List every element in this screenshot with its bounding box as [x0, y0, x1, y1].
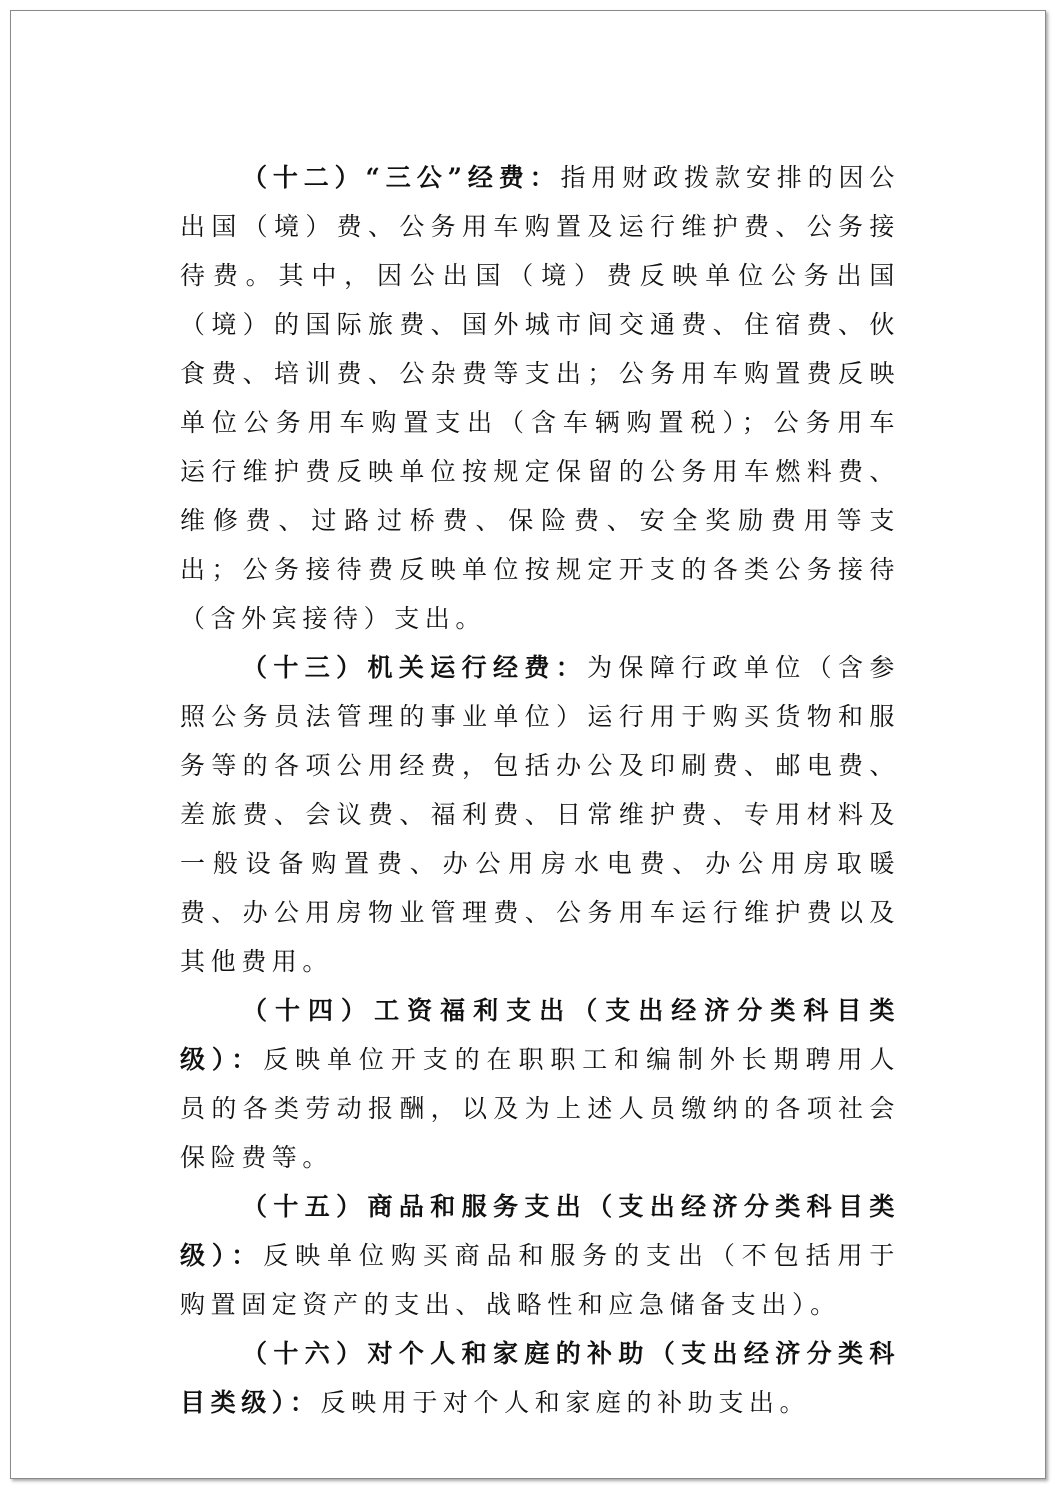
paragraph-text: 反映用于对个人和家庭的补助支出。	[320, 1388, 811, 1417]
paragraph-heading: （十四）工资福利支出（支出经济分类科目类级）：	[180, 996, 900, 1074]
paragraph-text: 为保障行政单位（含参照公务员法管理的事业单位）运行用于购买货物和服务等的各项公用经费，包括办公及印刷费、邮电费、差旅费、会议费、福利费、日常维护费、专用材料及一般设备购置费、办公用房水电费、办公用房取暖费、办公用房物业管理费、公务用车运行维护费以及其他费用。	[180, 653, 900, 976]
paragraph-heading: （十二）“三公”经费：	[242, 163, 561, 192]
paragraph-12	[180, 153, 900, 643]
paragraph-13	[180, 643, 900, 986]
paragraph-text: 反映单位购买商品和服务的支出（不包括用于购置固定资产的支出、战略性和应急储备支出）。	[180, 1241, 900, 1319]
paragraph-heading: （十三）机关运行经费：	[242, 653, 588, 682]
paragraph-heading: （十六）对个人和家庭的补助（支出经济分类科目类级）：	[180, 1339, 900, 1417]
document-page	[10, 10, 1046, 1479]
paragraph-text: 反映单位开支的在职职工和编制外长期聘用人员的各类劳动报酬，以及为上述人员缴纳的各项社会保险费等。	[180, 1045, 900, 1172]
paragraph-15	[180, 1182, 900, 1329]
paragraph-16	[180, 1329, 900, 1427]
paragraph-14	[180, 986, 900, 1182]
paragraph-heading: （十五）商品和服务支出（支出经济分类科目类级）：	[180, 1192, 900, 1270]
document-body	[180, 153, 900, 1427]
paragraph-text: 指用财政拨款安排的因公出国（境）费、公务用车购置及运行维护费、公务接待费。其中，因公出国（境）费反映单位公务出国（境）的国际旅费、国外城市间交通费、住宿费、伙食费、培训费、公杂费等支出；公务用车购置费反映单位公务用车购置支出（含车辆购置税）；公务用车运行维护费反映单位按规定保留的公务用车燃料费、维修费、过路过桥费、保险费、安全奖励费用等支出；公务接待费反映单位按规定开支的各类公务接待（含外宾接待）支出。	[180, 163, 900, 633]
